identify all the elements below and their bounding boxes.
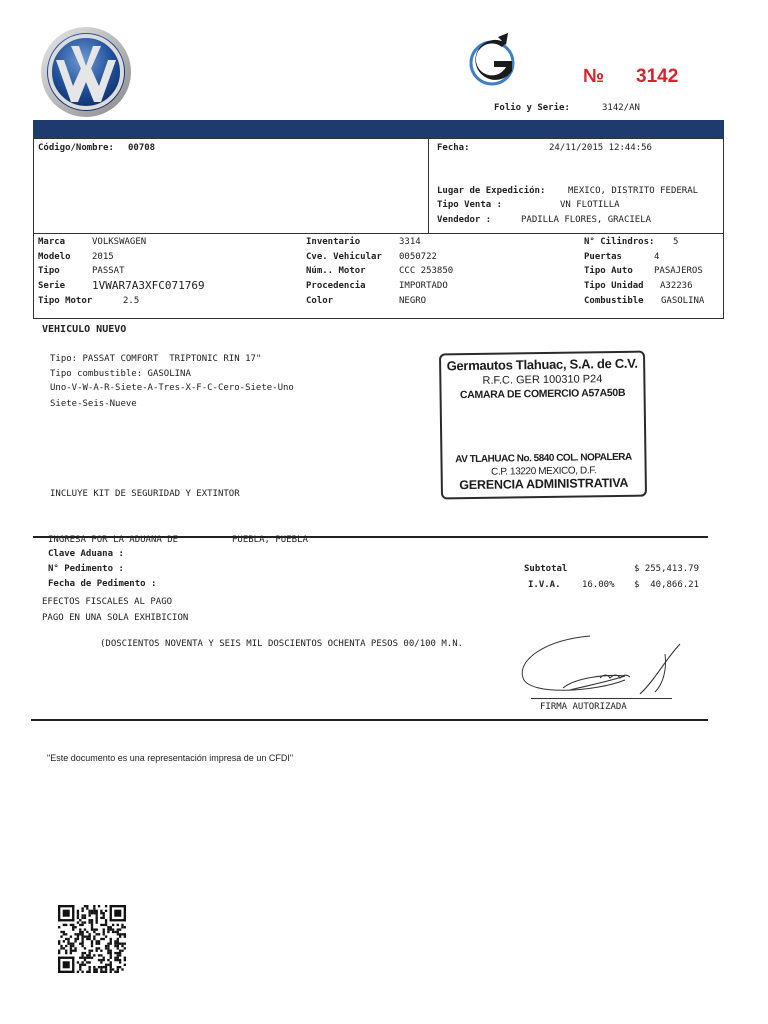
fecha-value: 24/11/2015 12:44:56 [549, 143, 652, 153]
description-line-2: Tipo combustible: GASOLINA [50, 369, 191, 379]
modelo-label: Modelo [38, 252, 71, 262]
serie-value: 1VWAR7A3XFC071769 [92, 279, 205, 292]
header-bar [33, 120, 724, 138]
signature-line [531, 698, 672, 699]
combustible-value: GASOLINA [661, 296, 705, 306]
iva-label: I.V.A. [528, 580, 561, 590]
inventario-label: Inventario [306, 237, 361, 247]
subtotal-value: $ 255,413.79 [634, 564, 700, 574]
tipo-label: Tipo [38, 266, 60, 276]
lugar-label: Lugar de Expedición: [437, 186, 546, 196]
inventario-value: 3314 [399, 237, 421, 247]
cilindros-value: 5 [673, 237, 679, 247]
puertas-label: Puertas [584, 252, 622, 262]
subtotal-label: Subtotal [524, 564, 568, 574]
stamp-line-5: C.P. 13220 MEXICO, D.F. [491, 465, 597, 478]
fecha-pedimento-label: Fecha de Pedimento : [48, 579, 157, 589]
tipo-venta-value: VN FLOTILLA [560, 200, 620, 210]
invoice-number: 3142 [636, 66, 679, 87]
stamp-line-4: AV TLAHUAC No. 5840 COL. NOPALERA [455, 451, 632, 466]
ingresa-value: PUEBLA, PUEBLA [232, 535, 308, 545]
description-title: VEHICULO NUEVO [42, 324, 127, 335]
num-motor-value: CCC 253850 [399, 266, 454, 276]
combustible-label: Combustible [584, 296, 644, 306]
num-motor-label: Núm.. Motor [306, 266, 366, 276]
lugar-value: MEXICO, DISTRITO FEDERAL [568, 186, 699, 196]
folio-value: 3142/AN [602, 103, 640, 113]
tipo-value: PASSAT [92, 266, 125, 276]
folio-label: Folio y Serie: [494, 103, 570, 113]
cve-vehicular-label: Cve. Vehicular [306, 252, 382, 262]
tipo-unidad-label: Tipo Unidad [584, 281, 644, 291]
color-value: NEGRO [399, 296, 427, 306]
bottom-separator [31, 719, 708, 721]
stamp-line-6: GERENCIA ADMINISTRATIVA [459, 475, 629, 493]
iva-rate: 16.00% [582, 580, 615, 590]
tipo-venta-label: Tipo Venta : [437, 200, 503, 210]
code-value: 00708 [128, 143, 156, 153]
stamp-line-2: R.F.C. GER 100310 P24 [482, 373, 603, 387]
pago-note: PAGO EN UNA SOLA EXHIBICION [42, 613, 189, 623]
description-line-4: Siete-Seis-Nueve [50, 399, 137, 409]
tipo-motor-value: 2.5 [123, 296, 140, 306]
qr-code [58, 905, 126, 973]
description-line-3: Uno-V-W-A-R-Siete-A-Tres-X-F-C-Cero-Siete-Uno [50, 383, 294, 393]
color-label: Color [306, 296, 334, 306]
puertas-value: 4 [654, 252, 660, 262]
marca-label: Marca [38, 237, 66, 247]
fecha-label: Fecha: [437, 143, 470, 153]
description-line-1: Tipo: PASSAT COMFORT TRIPTONIC RIN 17" [50, 354, 262, 364]
stamp-line-1: Germautos Tlahuac, S.A. de C.V. [446, 355, 638, 374]
pedimento-label: N° Pedimento : [48, 564, 124, 574]
clave-aduana-label: Clave Aduana : [48, 549, 124, 559]
modelo-value: 2015 [92, 252, 114, 262]
signature-label: FIRMA AUTORIZADA [540, 702, 627, 712]
efectos-note: EFECTOS FISCALES AL PAGO [42, 597, 173, 607]
code-label: Código/Nombre: [38, 143, 114, 153]
iva-value: $ 40,866.21 [634, 580, 700, 590]
procedencia-label: Procedencia [306, 281, 366, 291]
company-stamp [439, 351, 647, 500]
serie-label: Serie [38, 281, 66, 291]
vendedor-label: Vendedor : [437, 215, 492, 225]
marca-value: VOLKSWAGEN [92, 237, 147, 247]
cve-vehicular-value: 0050722 [399, 252, 437, 262]
vendedor-value: PADILLA FLORES, GRACIELA [521, 215, 652, 225]
tipo-auto-label: Tipo Auto [584, 266, 633, 276]
stamp-line-3: CAMARA DE COMERCIO A57A50B [459, 386, 626, 402]
amount-in-words: (DOSCIENTOS NOVENTA Y SEIS MIL DOSCIENTOS OCHENTA PESOS 00/100 M.N. [100, 639, 464, 649]
procedencia-value: IMPORTADO [399, 281, 448, 291]
tipo-motor-label: Tipo Motor [38, 296, 93, 306]
kit-note: INCLUYE KIT DE SEGURIDAD Y EXTINTOR [50, 489, 240, 499]
cfdi-note: "Este documento es una representación impresa de un CFDI" [47, 753, 294, 763]
cilindros-label: N° Cilindros: [584, 237, 655, 247]
number-symbol: № [583, 66, 605, 87]
vw-logo [38, 26, 134, 118]
ingresa-label: INGRESA POR LA ADUANA DE [48, 535, 179, 545]
tipo-auto-value: PASAJEROS [654, 266, 703, 276]
tipo-unidad-value: A32236 [660, 281, 693, 291]
g-logo [468, 33, 520, 91]
